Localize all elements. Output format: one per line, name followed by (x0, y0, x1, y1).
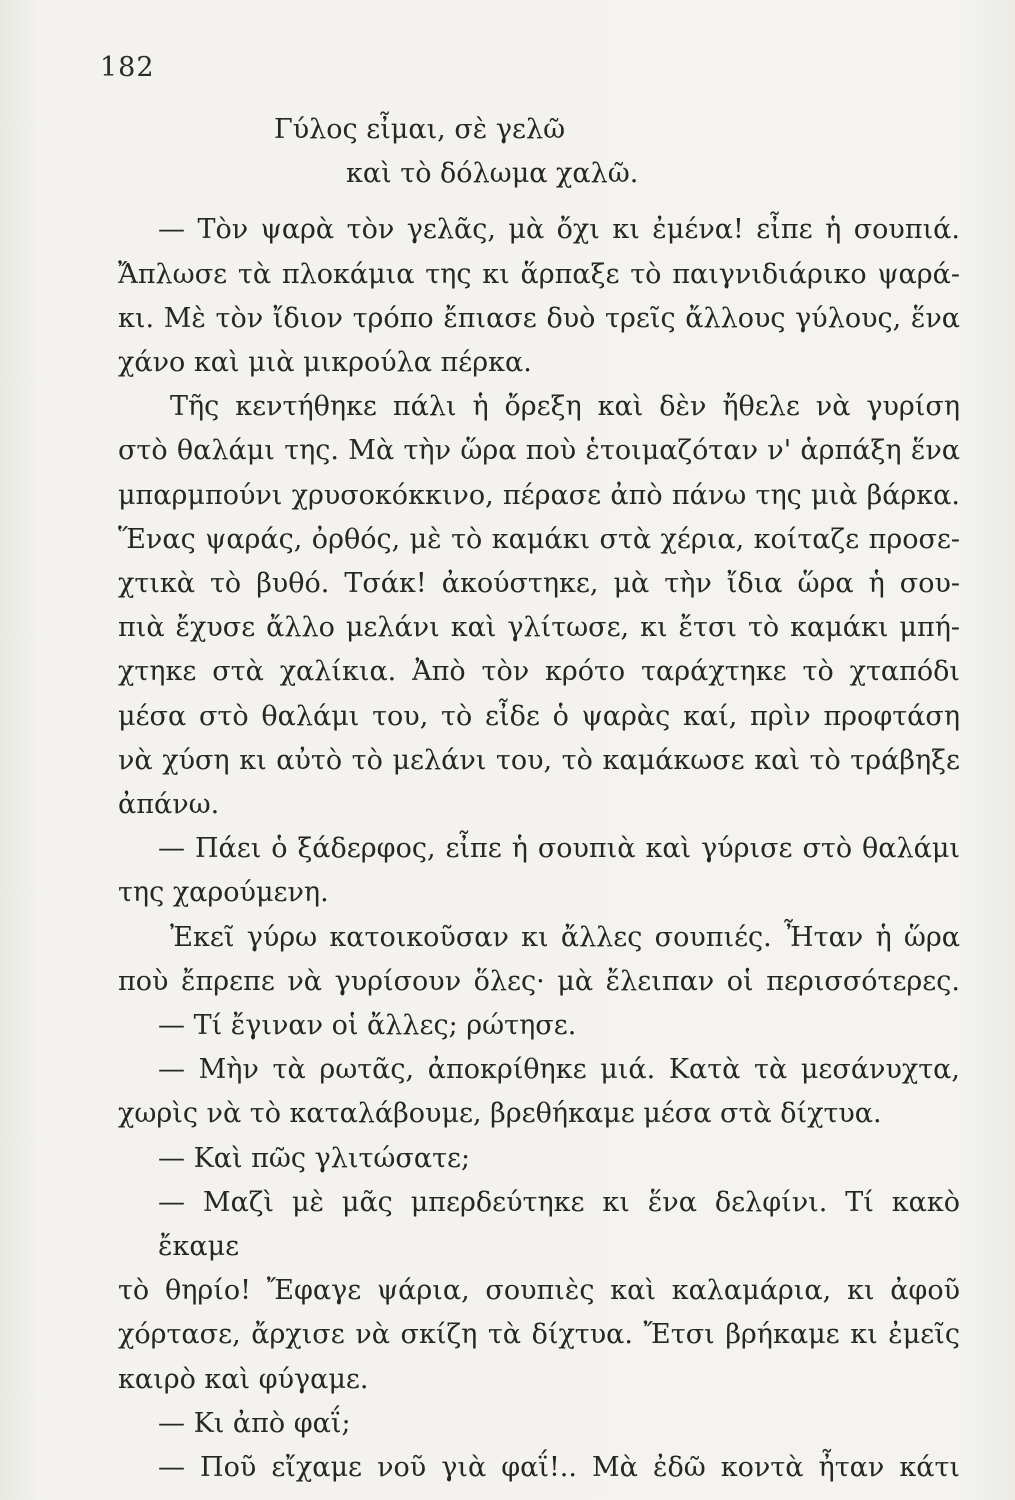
text-line: χάνο καὶ μιὰ μικρούλα πέρκα. (118, 347, 532, 379)
text-line: — Καὶ πῶς γλιτώσατε; (158, 1142, 471, 1174)
spacer (118, 196, 960, 208)
text-line: — Κι ἀπὸ φαΐ; (158, 1407, 351, 1439)
text-line: μπαρμπούνι χρυσοκόκκινο, πέρασε ἀπὸ πάνω της μιὰ βάρκα. (118, 479, 960, 511)
text-line: καιρὸ καὶ φύγαμε. (118, 1363, 369, 1395)
text-line: Τῆς κεντήθηκε πάλι ἡ ὄρεξη καὶ δὲν ἤθελε νὰ γυρίση (170, 391, 960, 423)
text-line: — Πάει ὁ ξάδερφος, εἶπε ἡ σουπιὰ καὶ γύρισε στὸ θαλάμι (158, 833, 960, 865)
text-line: ἀπάνω. (118, 789, 220, 821)
verse-line-2: καὶ τὸ δόλωμα χαλῶ. (346, 158, 639, 190)
verse-line-1: Γύλος εἶμαι, σὲ γελῶ (274, 114, 566, 145)
page-number: 182 (100, 52, 155, 83)
text-line: χτηκε στὰ χαλίκια. Ἀπὸ τὸν κρότο ταράχτηκε τὸ χταπόδι (118, 656, 960, 688)
text-line: Ἄπλωσε τὰ πλοκάμια της κι ἅρπαξε τὸ παιγνιδιάρικο ψαρά- (118, 258, 960, 290)
text-line: χτικὰ τὸ βυθό. Τσάκ! ἀκούστηκε, μὰ τὴν ἴδια ὥρα ἡ σου- (118, 568, 960, 600)
text-line: — Ποῦ εἴχαμε νοῦ γιὰ φαΐ!.. Μὰ ἐδῶ κοντὰ ἦταν κάτι (158, 1452, 960, 1484)
text-line: ποὺ ἔπρεπε νὰ γυρίσουν ὅλες· μὰ ἔλειπαν οἱ περισσότερες. (118, 965, 960, 997)
prose-lines (118, 208, 960, 1490)
text-line: χόρτασε, ἄρχισε νὰ σκίζη τὰ δίχτυα. Ἔτσι βρήκαμε κι ἐμεῖς (118, 1319, 960, 1351)
text-line: — Μαζὶ μὲ μᾶς μπερδεύτηκε κι ἕνα δελφίνι. Τί κακὸ ἔκαμε (158, 1186, 960, 1263)
text-line: Ἕνας ψαράς, ὀρθός, μὲ τὸ καμάκι στὰ χέρια, κοίταζε προσε- (118, 523, 960, 555)
text-line: μέσα στὸ θαλάμι του, τὸ εἶδε ὁ ψαρὰς καί, πρὶν προφτάση (118, 700, 960, 732)
text-line: Ἐκεῖ γύρω κατοικοῦσαν κι ἄλλες σουπιές. Ἦταν ἡ ὥρα (170, 921, 960, 953)
text-line: χωρὶς νὰ τὸ καταλάβουμε, βρεθήκαμε μέσα στὰ δίχτυα. (118, 1098, 882, 1130)
text-line: — Τὸν ψαρὰ τὸν γελᾶς, μὰ ὄχι κι ἐμένα! εἶπε ἡ σουπιά. (158, 214, 960, 246)
text-line: — Τί ἔγιναν οἱ ἄλλες; ρώτησε. (158, 1010, 577, 1042)
text-line: κι. Μὲ τὸν ἴδιον τρόπο ἔπιασε δυὸ τρεῖς ἄλλους γύλους, ἕνα (118, 302, 960, 334)
text-line: τὸ θηρίο! Ἔφαγε ψάρια, σουπιὲς καὶ καλαμάρια, κι ἀφοῦ (118, 1275, 960, 1307)
text-line: στὸ θαλάμι της. Μὰ τὴν ὥρα ποὺ ἑτοιμαζόταν ν' ἁρπάξη ἕνα (118, 435, 960, 467)
text-line: πιὰ ἔχυσε ἄλλο μελάνι καὶ γλίτωσε, κι ἔτσι τὸ καμάκι μπή- (118, 612, 960, 644)
text-line: νὰ χύση κι αὐτὸ τὸ μελάνι του, τὸ καμάκωσε καὶ τὸ τράβηξε (118, 744, 960, 776)
text-line: — Μὴν τὰ ρωτᾶς, ἀποκρίθηκε μιά. Κατὰ τὰ μεσάνυχτα, (158, 1054, 960, 1086)
body-text (118, 108, 960, 1490)
text-line: της χαρούμενη. (118, 877, 329, 909)
